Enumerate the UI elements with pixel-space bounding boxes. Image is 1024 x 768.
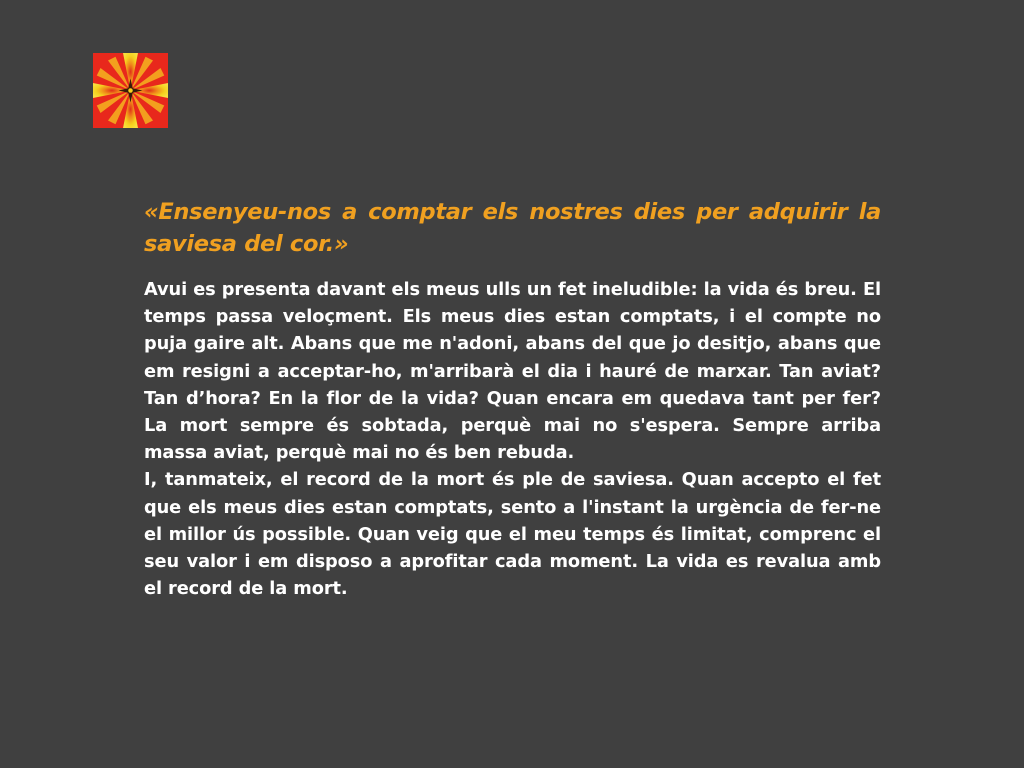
quote-heading: «Ensenyeu-nos a comptar els nostres dies per adquirir la saviesa del cor.»: [144, 199, 881, 257]
paragraph-2: I, tanmateix, el record de la mort és ple de saviesa. Quan accepto el fet que els meus dies estan comptats, sento a l'instant la urgència de fer-ne el millor ús possible. Quan veig que el meu temps és limitat, comprenc el seu valor i em disposo a aprofitar cada moment. La vida es revalua amb el record de la mort.: [144, 469, 881, 600]
body-text: [144, 276, 881, 602]
star-cross-logo-icon: [93, 53, 168, 128]
slide-content: [144, 196, 881, 602]
paragraph-1: Avui es presenta davant els meus ulls un fet ineludible: la vida és breu. El temps passa veloçment. Els meus dies estan comptats, i el compte no puja gaire alt. Abans que me n'adoni, abans del que jo desitjo, abans que em resigni a acceptar-ho, m'arribarà el dia i hauré de marxar. Tan aviat? Tan d’hora? En la flor de la vida? Quan encara em quedava tant per fer? La mort sempre és sobtada, perquè mai no s'espera. Sempre arriba massa aviat, perquè mai no és ben rebuda.: [144, 279, 881, 464]
